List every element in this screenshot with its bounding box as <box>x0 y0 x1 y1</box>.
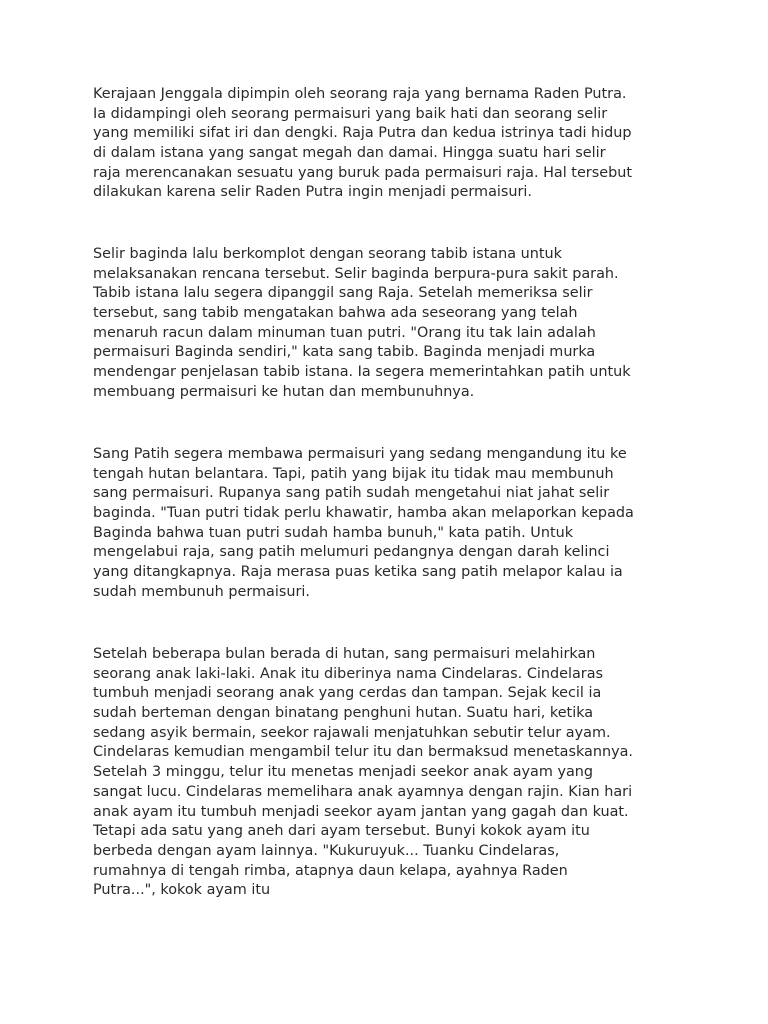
text-line: baginda. "Tuan putri tidak perlu khawatir, hamba akan melaporkan kepada <box>93 505 634 522</box>
paragraph-2 <box>93 245 713 403</box>
text-line: menaruh racun dalam minuman tuan putri. "Orang itu tak lain adalah <box>93 324 596 341</box>
text-line: dilakukan karena selir Raden Putra ingin menjadi permaisuri. <box>93 184 532 201</box>
text-line: permaisuri Baginda sendiri," kata sang tabib. Baginda menjadi murka <box>93 344 596 361</box>
text-line: sedang asyik bermain, seekor rajawali menjatuhkan sebutir telur ayam. <box>93 724 611 741</box>
text-line: berbeda dengan ayam lainnya. "Kukuruyuk... Tuanku Cindelaras, <box>93 842 560 859</box>
text-line: anak ayam itu tumbuh menjadi seekor ayam jantan yang gagah dan kuat. <box>93 803 629 820</box>
text-line: Ia didampingi oleh seorang permaisuri yang baik hati dan seorang selir <box>93 105 608 122</box>
text-line: seorang anak laki-laki. Anak itu diberinya nama Cindelaras. Cindelaras <box>93 665 604 682</box>
text-line: yang ditangkapnya. Raja merasa puas ketika sang patih melapor kalau ia <box>93 564 623 581</box>
paragraph-3 <box>93 445 713 603</box>
text-line: Selir baginda lalu berkomplot dengan seorang tabib istana untuk <box>93 246 563 262</box>
text-line: Baginda bahwa tuan putri sudah hamba bunuh," kata patih. Untuk <box>93 524 574 541</box>
text-line: di dalam istana yang sangat megah dan damai. Hingga suatu hari selir <box>93 145 606 162</box>
text-line: Setelah beberapa bulan berada di hutan, sang permaisuri melahirkan <box>93 646 596 662</box>
text-line: raja merencanakan sesuatu yang buruk pada permaisuri raja. Hal tersebut <box>93 164 632 181</box>
text-line: tengah hutan belantara. Tapi, patih yang bijak itu tidak mau membunuh <box>93 465 614 482</box>
text-line: tersebut, sang tabib mengatakan bahwa ada seseorang yang telah <box>93 305 578 322</box>
text-line: sang permaisuri. Rupanya sang patih sudah mengetahui niat jahat selir <box>93 485 610 502</box>
text-line: mendengar penjelasan tabib istana. Ia segera memerintahkan patih untuk <box>93 364 631 381</box>
paragraph-1 <box>93 85 713 203</box>
paragraph-4 <box>93 645 713 901</box>
text-line: sudah membunuh permaisuri. <box>93 583 310 600</box>
text-line: Sang Patih segera membawa permaisuri yang sedang mengandung itu ke <box>93 446 627 462</box>
text-line: Tetapi ada satu yang aneh dari ayam tersebut. Bunyi kokok ayam itu <box>93 823 590 840</box>
text-line: Kerajaan Jenggala dipimpin oleh seorang raja yang bernama Raden Putra. <box>93 86 627 102</box>
text-line: mengelabui raja, sang patih melumuri pedangnya dengan darah kelinci <box>93 544 610 561</box>
text-line: yang memiliki sifat iri dan dengki. Raja Putra dan kedua istrinya tadi hidup <box>93 125 632 142</box>
text-line: sangat lucu. Cindelaras memelihara anak ayamnya dengan rajin. Kian hari <box>93 783 633 800</box>
text-line: Cindelaras kemudian mengambil telur itu dan bermaksud menetaskannya. <box>93 744 633 761</box>
text-line: Putra...", kokok ayam itu <box>93 882 271 899</box>
text-line: Tabib istana lalu segera dipanggil sang Raja. Setelah memeriksa selir <box>93 285 593 302</box>
text-line: sudah berteman dengan binatang penghuni hutan. Suatu hari, ketika <box>93 705 594 722</box>
text-line: Setelah 3 minggu, telur itu menetas menjadi seekor anak ayam yang <box>93 764 594 781</box>
text-line: tumbuh menjadi seorang anak yang cerdas dan tampan. Sejak kecil ia <box>93 685 602 702</box>
text-line: rumahnya di tengah rimba, atapnya daun kelapa, ayahnya Raden <box>93 862 568 879</box>
text-line: membuang permaisuri ke hutan dan membunuhnya. <box>93 383 475 400</box>
text-line: melaksanakan rencana tersebut. Selir baginda berpura-pura sakit parah. <box>93 265 619 282</box>
